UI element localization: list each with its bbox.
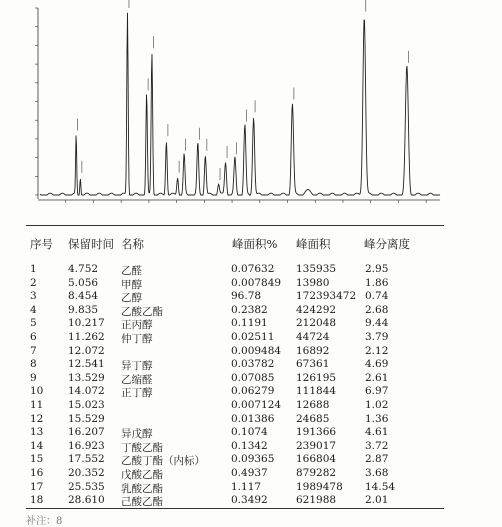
area-percent: 0.3492	[231, 494, 268, 507]
retention-time: 9.835	[68, 303, 99, 316]
retention-time: 14.072	[68, 385, 105, 398]
retention-time: 8.454	[68, 290, 99, 303]
peak-area: 1989478	[296, 480, 343, 493]
footer-note: 补注：8	[26, 516, 63, 527]
compound-name: 仲丁醇	[121, 333, 153, 345]
compound-name: 异丁醇	[121, 360, 153, 373]
area-percent: 0.4937	[231, 467, 268, 479]
area-percent: 0.01386	[231, 412, 275, 425]
resolution: 2.95	[365, 263, 389, 275]
resolution: 2.01	[365, 494, 389, 507]
area-percent: 0.06279	[231, 385, 275, 398]
area-percent: 0.1342	[231, 439, 268, 452]
peak-area: 424292	[296, 303, 337, 316]
table-row	[0, 399, 502, 413]
table-row	[0, 277, 502, 291]
header-resolution: 峰分离度	[364, 237, 410, 251]
table-row	[0, 385, 502, 399]
peak-area: 13980	[296, 276, 330, 289]
area-percent: 0.007124	[231, 399, 282, 411]
compound-name: 乙醛	[121, 265, 142, 277]
header-area: 峰面积	[296, 237, 331, 251]
peak-area: 166804	[296, 453, 337, 466]
compound-name: 正丁醇	[121, 387, 153, 400]
table-row	[0, 426, 502, 440]
signal-trace	[40, 13, 440, 195]
compound-name: 乙缩醛	[121, 373, 153, 386]
area-percent: 0.07085	[231, 371, 275, 384]
compound-name: 丁酸乙酯	[121, 441, 163, 454]
peak-area: 67361	[296, 358, 330, 371]
table-row	[0, 467, 502, 481]
table-row	[0, 494, 502, 508]
row-number: 15	[30, 453, 44, 466]
resolution: 14.54	[365, 480, 396, 493]
compound-name: 异戊醇	[121, 428, 153, 441]
table-row	[0, 345, 502, 359]
compound-name: 戊酸乙酯	[121, 469, 163, 481]
resolution: 1.86	[365, 276, 389, 289]
area-percent: 0.007849	[231, 276, 282, 289]
resolution: 3.68	[365, 467, 389, 479]
retention-time: 15.529	[68, 412, 105, 425]
area-percent: 96.78	[231, 290, 262, 303]
compound-name: 己酸乙酯	[121, 496, 163, 509]
row-number: 10	[30, 385, 44, 398]
resolution: 1.36	[365, 412, 389, 425]
retention-time: 25.535	[68, 480, 105, 493]
resolution: 9.44	[365, 317, 389, 330]
table-bottom-rule	[26, 508, 444, 509]
peak-area: 621988	[296, 494, 337, 507]
compound-name: 乙醇	[121, 292, 142, 305]
retention-time: 16.207	[68, 426, 105, 439]
row-number: 2	[30, 276, 37, 289]
table-row	[0, 372, 502, 386]
row-number: 18	[30, 494, 44, 507]
peak-area: 126195	[296, 371, 337, 384]
retention-time: 15.023	[68, 399, 105, 411]
row-number: 17	[30, 480, 44, 493]
resolution: 0.74	[365, 290, 389, 303]
peak-area: 172393472	[296, 290, 357, 303]
peak-area: 24685	[296, 412, 330, 425]
compound-name: 正丙醇	[121, 319, 153, 332]
resolution: 1.02	[365, 399, 389, 411]
peak-area: 16892	[296, 344, 330, 357]
retention-time: 13.529	[68, 371, 105, 384]
peak-area: 12688	[296, 399, 330, 411]
resolution: 2.68	[365, 303, 389, 316]
resolution: 2.61	[365, 371, 389, 384]
row-number: 5	[30, 317, 37, 330]
retention-time: 10.217	[68, 317, 105, 330]
area-percent: 0.09365	[231, 453, 275, 466]
area-percent: 0.1191	[231, 317, 268, 330]
area-percent: 0.07632	[231, 263, 275, 275]
peak-area: 212048	[296, 317, 337, 330]
table-row	[0, 413, 502, 427]
table-row	[0, 290, 502, 304]
row-number: 16	[30, 467, 44, 479]
retention-time: 12.541	[68, 358, 105, 371]
table-row	[0, 317, 502, 331]
compound-name: 乙酸乙酯	[121, 305, 163, 318]
table-row	[0, 440, 502, 454]
compound-name: 乙酸丁酯（内标）	[121, 455, 205, 468]
table-row	[0, 304, 502, 318]
chromatogram-plot	[0, 0, 502, 215]
header-retention-time: 保留时间	[68, 237, 114, 251]
header-name: 名称	[121, 237, 144, 251]
peak-area: 239017	[296, 439, 337, 452]
table-row	[0, 331, 502, 345]
row-number: 3	[30, 290, 37, 303]
peak-area: 879282	[296, 467, 337, 479]
retention-time: 17.552	[68, 453, 105, 466]
area-percent: 0.03782	[231, 358, 275, 371]
compound-name: 乳酸乙酯	[121, 482, 163, 495]
resolution: 6.97	[365, 385, 389, 398]
header-area-percent: 峰面积%	[232, 237, 278, 251]
row-number: 6	[30, 331, 37, 343]
area-percent: 1.117	[231, 480, 262, 493]
resolution: 3.79	[365, 331, 389, 343]
header-no: 序号	[30, 237, 53, 251]
row-number: 7	[30, 344, 37, 357]
resolution: 3.72	[365, 439, 389, 452]
compound-name: 甲醇	[121, 278, 142, 291]
retention-time: 5.056	[68, 276, 99, 289]
retention-time: 11.262	[68, 331, 105, 343]
retention-time: 28.610	[68, 494, 105, 507]
row-number: 12	[30, 412, 44, 425]
peak-area: 111844	[296, 385, 337, 398]
table-top-rule	[26, 225, 444, 226]
row-number: 1	[30, 263, 37, 275]
resolution: 2.87	[365, 453, 389, 466]
row-number: 8	[30, 358, 37, 371]
table-row	[0, 358, 502, 372]
resolution: 4.69	[365, 358, 389, 371]
table-row	[0, 481, 502, 495]
area-percent: 0.2382	[231, 303, 268, 316]
resolution: 2.12	[365, 344, 389, 357]
row-number: 13	[30, 426, 44, 439]
retention-time: 4.752	[68, 263, 99, 275]
area-percent: 0.009484	[231, 344, 282, 357]
retention-time: 20.352	[68, 467, 105, 479]
table-row	[0, 263, 502, 277]
row-number: 4	[30, 303, 37, 316]
chromatogram	[0, 0, 502, 215]
resolution: 4.61	[365, 426, 389, 439]
retention-time: 12.072	[68, 344, 105, 357]
peak-area: 135935	[296, 263, 337, 275]
row-number: 11	[30, 399, 44, 411]
row-number: 14	[30, 439, 44, 452]
peak-area: 44724	[296, 331, 330, 343]
table-row	[0, 453, 502, 467]
area-percent: 0.02511	[231, 331, 275, 343]
peak-area: 191366	[296, 426, 337, 439]
retention-time: 16.923	[68, 439, 105, 452]
row-number: 9	[30, 371, 37, 384]
area-percent: 0.1074	[231, 426, 268, 439]
